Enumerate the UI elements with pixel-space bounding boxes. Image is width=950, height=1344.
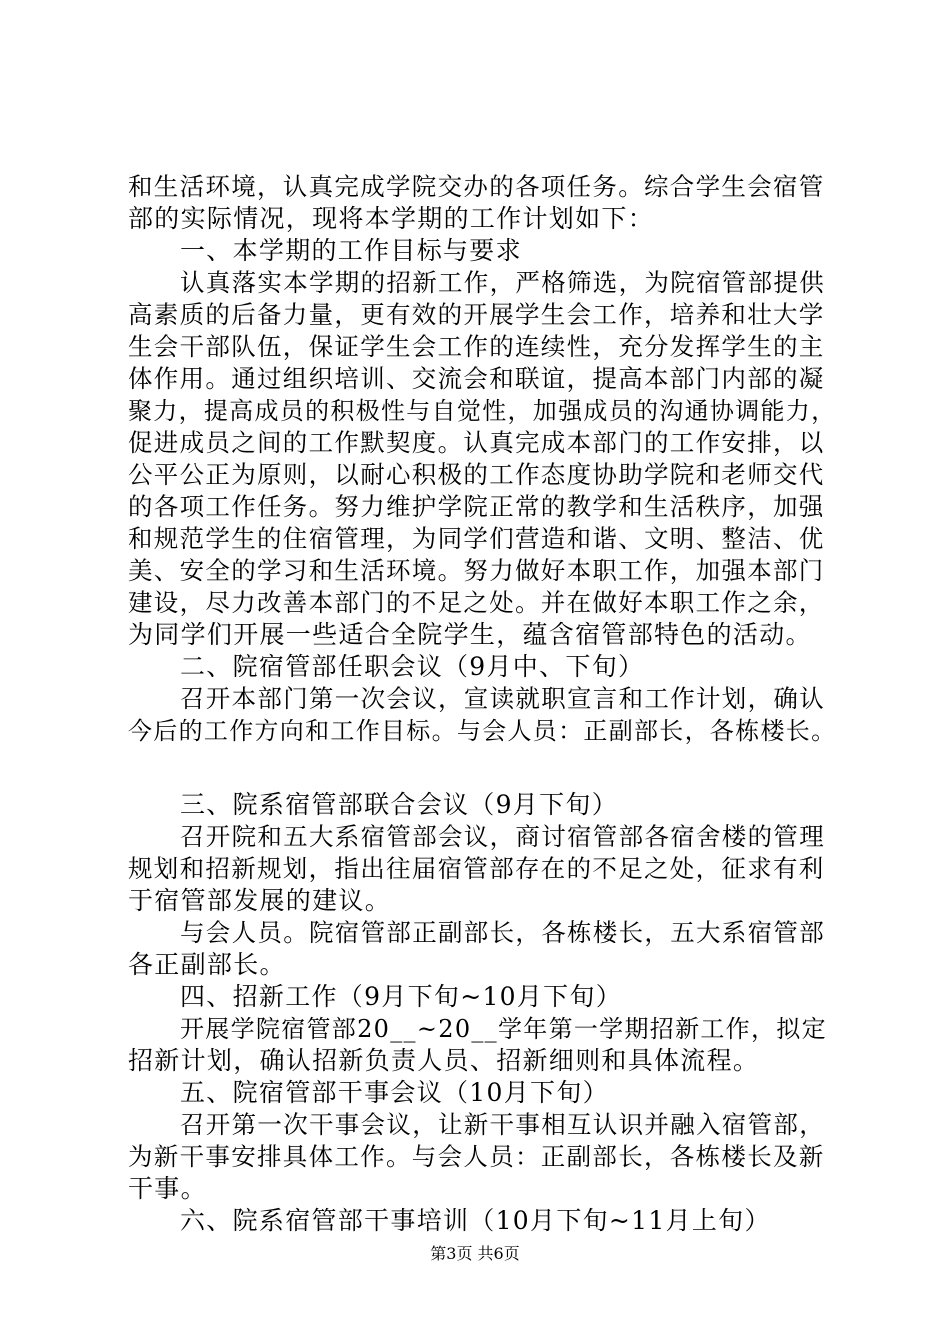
text-line: 为新干事安排具体工作。与会人员：正副部长，各栋楼长及新 (128, 1142, 825, 1171)
text-line: 生会干部队伍，保证学生会工作的连续性，充分发挥学生的主 (128, 332, 825, 361)
text-line: 和生活环境，认真完成学院交办的各项任务。综合学生会宿管 (128, 172, 825, 201)
section-heading: 三、院系宿管部联合会议（9月下旬） (180, 790, 619, 819)
page-number-footer: 第3页 共6页 (430, 1244, 520, 1263)
text-line: 美、安全的学习和生活环境。努力做好本职工作，加强本部门 (128, 556, 825, 585)
text-line: 与会人员。院宿管部正副部长，各栋楼长，五大系宿管部 (180, 918, 825, 947)
text-line: 召开院和五大系宿管部会议，商讨宿管部各宿舍楼的管理 (180, 822, 825, 851)
text-line: 开展学院宿管部20__~20__学年第一学期招新工作，拟定 (180, 1015, 827, 1043)
section-heading: 四、招新工作（9月下旬~10月下旬） (180, 982, 623, 1011)
section-heading: 二、院宿管部任职会议（9月中、下旬） (180, 652, 645, 681)
text-line: 干事。 (128, 1174, 207, 1203)
text-line: 体作用。通过组织培训、交流会和联谊，提高本部门内部的凝 (128, 364, 825, 393)
text-line: 规划和招新规划，指出往届宿管部存在的不足之处，征求有利 (128, 854, 825, 883)
text-line: 召开本部门第一次会议，宣读就职宣言和工作计划，确认 (180, 684, 825, 713)
text-line: 促进成员之间的工作默契度。认真完成本部门的工作安排，以 (128, 428, 825, 457)
text-line: 于宿管部发展的建议。 (128, 886, 392, 915)
text-line: 高素质的后备力量，更有效的开展学生会工作，培养和壮大学 (128, 300, 825, 329)
text-line: 部的实际情况，现将本学期的工作计划如下： (128, 204, 655, 233)
text-line: 各正副部长。 (128, 950, 286, 979)
text-line: 的各项工作任务。努力维护学院正常的教学和生活秩序，加强 (128, 492, 825, 521)
text-line: 认真落实本学期的招新工作，严格筛选，为院宿管部提供 (180, 268, 825, 297)
text-line: 建设，尽力改善本部门的不足之处。并在做好本职工作之余， (128, 588, 825, 617)
section-heading: 一、本学期的工作目标与要求 (180, 236, 522, 265)
section-heading: 六、院系宿管部干事培训（10月下旬~11月上旬） (180, 1206, 771, 1235)
text-line: 召开第一次干事会议，让新干事相互认识并融入宿管部， (180, 1110, 825, 1139)
text-line: 公平公正为原则，以耐心积极的工作态度协助学院和老师交代 (128, 460, 825, 489)
document-body (128, 171, 836, 1237)
text-line: 今后的工作方向和工作目标。与会人员：正副部长，各栋楼长。 (128, 717, 837, 745)
section-heading: 五、院宿管部干事会议（10月下旬） (180, 1078, 609, 1107)
paragraph-gap (128, 747, 836, 789)
text-line: 招新计划，确认招新负责人员、招新细则和具体流程。 (128, 1046, 760, 1075)
text-line: 聚力，提高成员的积极性与自觉性，加强成员的沟通协调能力， (128, 397, 837, 425)
text-line: 和规范学生的住宿管理，为同学们营造和谐、文明、整洁、优 (128, 524, 825, 553)
text-line: 为同学们开展一些适合全院学生，蕴含宿管部特色的活动。 (128, 620, 812, 649)
